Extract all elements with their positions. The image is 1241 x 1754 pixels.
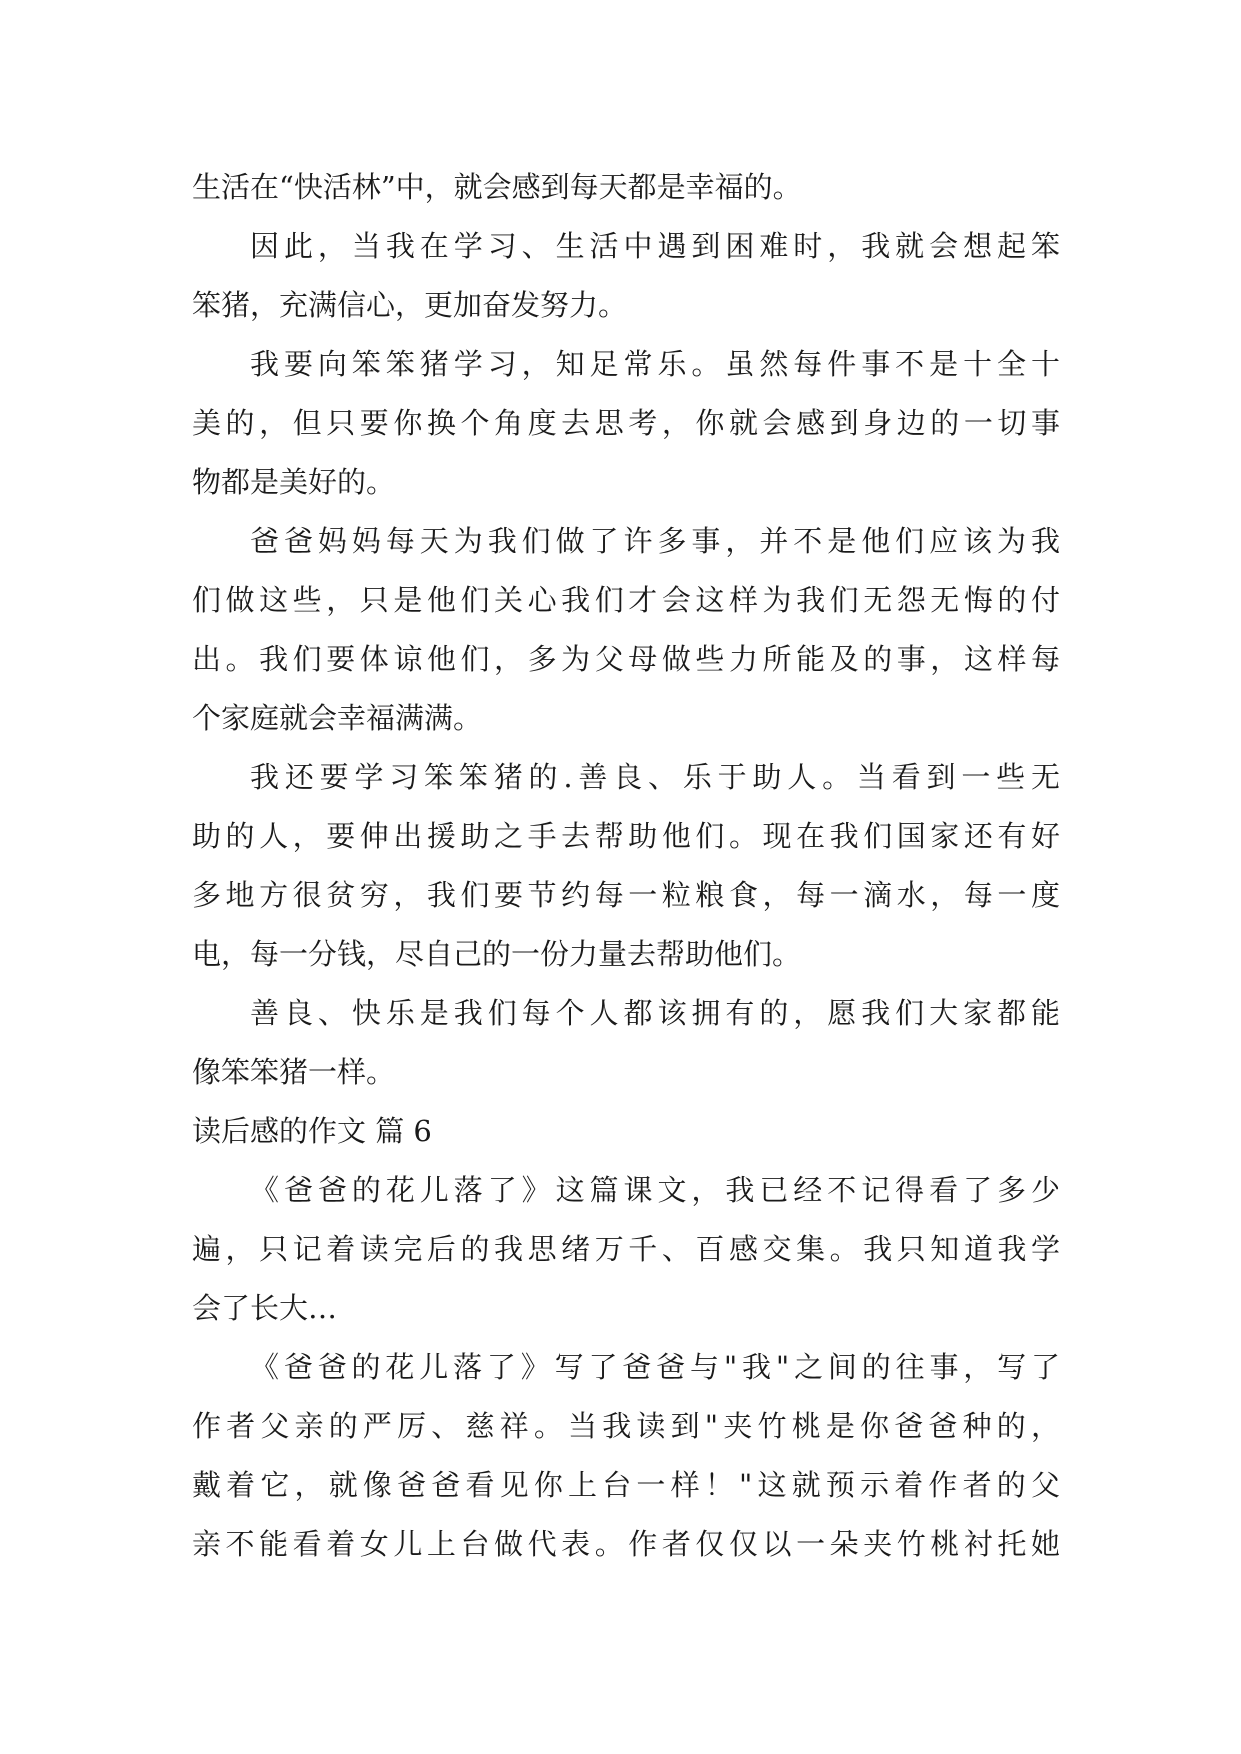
- text-line: 《爸爸的花儿落了》这篇课文，我已经不记得看了多少: [250, 1173, 1060, 1207]
- text-line: 助的人，要伸出援助之手去帮助他们。现在我们国家还有好: [192, 819, 1060, 853]
- text-line: 个家庭就会幸福满满。: [192, 701, 483, 735]
- text-line: 美的，但只要你换个角度去思考，你就会感到身边的一切事: [192, 406, 1060, 440]
- text-line: 生活在“快活林”中，就会感到每天都是幸福的。: [192, 170, 802, 204]
- text-line: 因此，当我在学习、生活中遇到困难时，我就会想起笨: [250, 229, 1060, 263]
- text-line: 善良、快乐是我们每个人都该拥有的，愿我们大家都能: [250, 996, 1060, 1030]
- text-line: 亲不能看着女儿上台做代表。作者仅仅以一朵夹竹桃衬托她: [192, 1527, 1060, 1561]
- text-line: 电，每一分钱，尽自己的一份力量去帮助他们。: [192, 937, 802, 971]
- text-line: 爸爸妈妈每天为我们做了许多事，并不是他们应该为我: [250, 524, 1060, 558]
- text-line: 我要向笨笨猪学习，知足常乐。虽然每件事不是十全十: [250, 347, 1060, 381]
- text-line: 笨猪，充满信心，更加奋发努力。: [192, 288, 628, 322]
- text-line: 会了长大…: [192, 1291, 338, 1325]
- text-line: 物都是美好的。: [192, 465, 396, 499]
- text-line: 多地方很贫穷，我们要节约每一粒粮食，每一滴水，每一度: [192, 878, 1060, 912]
- text-line: 出。我们要体谅他们，多为父母做些力所能及的事，这样每: [192, 642, 1060, 676]
- text-line: 《爸爸的花儿落了》写了爸爸与"我"之间的往事，写了: [250, 1350, 1060, 1384]
- text-line: 我还要学习笨笨猪的.善良、乐于助人。当看到一些无: [250, 760, 1060, 794]
- text-line: 们做这些，只是他们关心我们才会这样为我们无怨无悔的付: [192, 583, 1060, 617]
- document-body: [192, 158, 1060, 1574]
- text-line: 遍，只记着读完后的我思绪万千、百感交集。我只知道我学: [192, 1232, 1060, 1266]
- text-line: 戴着它，就像爸爸看见你上台一样！"这就预示着作者的父: [192, 1468, 1060, 1502]
- text-line: 作者父亲的严厉、慈祥。当我读到"夹竹桃是你爸爸种的，: [192, 1409, 1060, 1443]
- section-heading: 读后感的作文 篇 6: [192, 1114, 432, 1148]
- text-line: 像笨笨猪一样。: [192, 1055, 396, 1089]
